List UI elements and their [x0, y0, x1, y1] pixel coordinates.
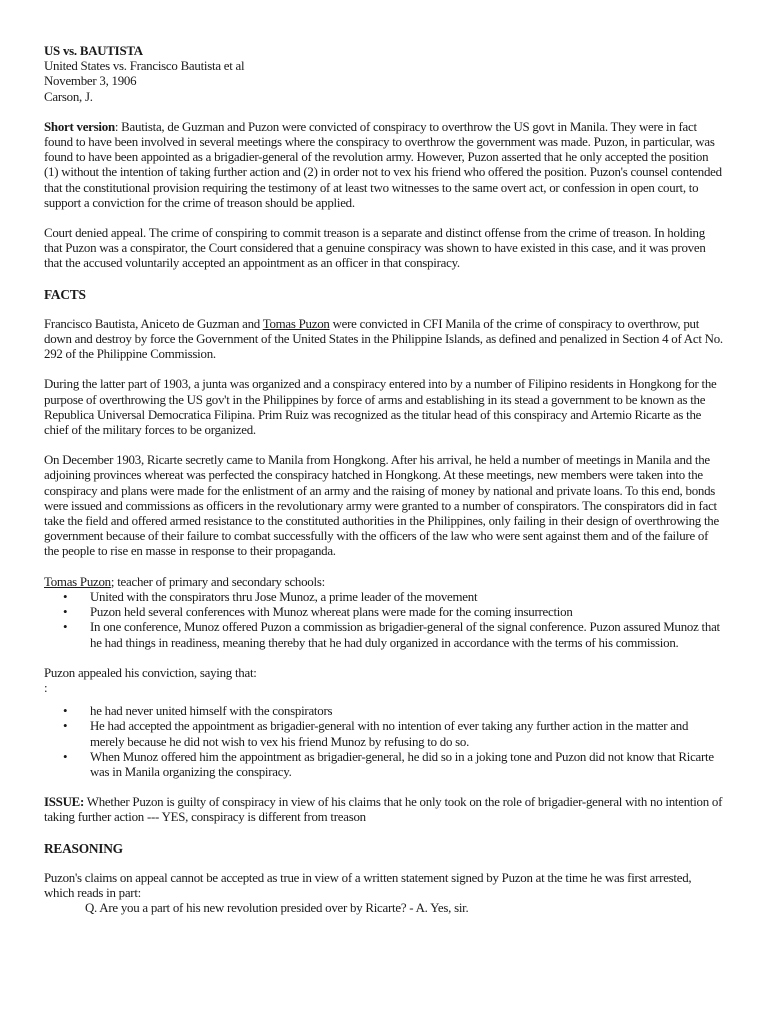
case-title: US vs. BAUTISTA	[44, 44, 143, 58]
facts-p1-text-a: Francisco Bautista, Aniceto de Guzman and	[44, 316, 263, 331]
list-item-text: he had never united himself with the conspirators	[90, 704, 333, 719]
short-version-label: Short version	[44, 119, 115, 134]
list-item-text: In one conference, Munoz offered Puzon a commission as brigadier-general of the signal conference. Puzon assured Munoz that he had things in readiness, meaning thereby that he had duly organized in accordance with the terms of his commission.	[90, 620, 720, 650]
issue-paragraph	[44, 795, 724, 825]
bullet-icon: •	[63, 589, 68, 604]
puzon-intro	[44, 575, 724, 590]
bullet-icon: •	[63, 620, 68, 635]
bullet-icon: •	[63, 749, 68, 764]
list-item	[44, 750, 724, 780]
appeal-intro: Puzon appealed his conviction, saying that:	[44, 665, 257, 680]
facts-paragraph-3: On December 1903, Ricarte secretly came to Manila from Hongkong. After his arrival, he held a number of meetings in Manila and the adjoining provinces whereat was perfected the conspiracy hatched in Hongkong. At these meetings, new members were taken into the conspiracy and plans were made for the enlistment of an army and the raising of money by national and private loans. To this end, bonds were issued and commissions as officers in the revolutionary army were granted to a number of conspirators. The conspirators did in fact take the field and offered armed resistance to the constituted authorities in the Philippines, only failing in their design of overthrowing the government because of their failure to combat successfully with the officers of the law who were sent against them and of the failure of the people to rise en masse in response to their propaganda.	[44, 453, 719, 559]
puzon-name: Tomas Puzon	[44, 574, 111, 589]
bullet-icon: •	[63, 704, 68, 719]
appeal-list	[44, 704, 724, 780]
list-item-text: Puzon held several conferences with Munoz whereat plans were made for the coming insurrection	[90, 605, 573, 620]
facts-p1-name: Tomas Puzon	[262, 316, 330, 331]
short-version-text: : Bautista, de Guzman and Puzon were convicted of conspiracy to overthrow the US govt in Manila. They were in fact found to have been involved in several meetings where the conspiracy to overthrow the government was made. Puzon, in particular, was found to have been appointed as a brigadier-general of the revolution army. However, Puzon asserted that he only accepted the position (1) without the intention of taking further action and (2) in order not to vex his friend who offered the position. Puzon's counsel contended that the constitutional provision requiring the testimony of at least two witnesses to the same overt act, or confession in open court, to support a conviction for the crime of treason should be applied.	[44, 119, 722, 210]
list-item	[44, 620, 724, 650]
reasoning-qa: Q. Are you a part of his new revolution presided over by Ricarte? - A. Yes, sir.	[85, 901, 469, 916]
reasoning-paragraph: Puzon's claims on appeal cannot be accepted as true in view of a written statement signed by Puzon at the time he was first arrested, which reads in part:	[44, 870, 692, 900]
case-date: November 3, 1906	[44, 74, 137, 89]
list-item	[44, 605, 724, 620]
list-item	[44, 704, 724, 719]
bullet-icon: •	[63, 719, 68, 734]
document-page	[44, 44, 724, 916]
issue-text: Whether Puzon is guilty of conspiracy in view of his claims that he only took on the role of brigadier-general with no intention of taking further action --- YES, conspiracy is different from treason	[44, 795, 723, 825]
list-item	[44, 590, 724, 605]
list-item-text: He had accepted the appointment as brigadier-general with no intention of ever taking any further action in the matter and merely because he did not wish to vex his friend Munoz by refusing to do so.	[90, 719, 689, 749]
issue-label: ISSUE:	[44, 795, 85, 810]
facts-heading: FACTS	[44, 286, 86, 302]
puzon-list	[44, 590, 724, 651]
facts-paragraph-1	[44, 317, 724, 363]
case-full-title: United States vs. Francisco Bautista et al	[44, 59, 245, 74]
ruling-paragraph: Court denied appeal. The crime of conspiring to commit treason is a separate and distinct offense from the crime of treason. In holding that Puzon was a conspirator, the Court considered that a genuine conspiracy was shown to have existed in this case, and it was proven that the accused voluntarily accepted an appointment as an officer in that conspiracy.	[44, 226, 706, 271]
puzon-desc: ; teacher of primary and secondary schools:	[110, 574, 325, 589]
list-item-text: When Munoz offered him the appointment as brigadier-general, he did so in a joking tone and Puzon did not know that Ricarte was in Manila organizing the conspiracy.	[90, 749, 714, 779]
case-justice: Carson, J.	[44, 89, 93, 104]
bullet-icon: •	[63, 605, 68, 620]
facts-paragraph-2: During the latter part of 1903, a junta was organized and a conspiracy entered into by a number of Filipino residents in Hongkong for the purpose of overthrowing the US gov't in the Philippines by force of arms and establishing in its stead a government to be known as the Republica Universal Democratica Filipina. Prim Ruiz was recognized as the titular head of this conspiracy and Artemio Ricarte as the chief of the military forces to be organized.	[44, 377, 717, 438]
appeal-colon: :	[44, 680, 48, 695]
list-item-text: United with the conspirators thru Jose Munoz, a prime leader of the movement	[90, 589, 478, 604]
facts-p1-text-b: were convicted in CFI Manila of the crime of conspiracy to overthrow, put down and destroy by force the Government of the United States in the Philippine Islands, as defined and penalized in Section 4 of Act No. 292 of the Philippine Commission.	[44, 316, 723, 362]
short-version-paragraph	[44, 120, 724, 211]
reasoning-heading: REASONING	[44, 840, 123, 856]
list-item	[44, 719, 724, 749]
